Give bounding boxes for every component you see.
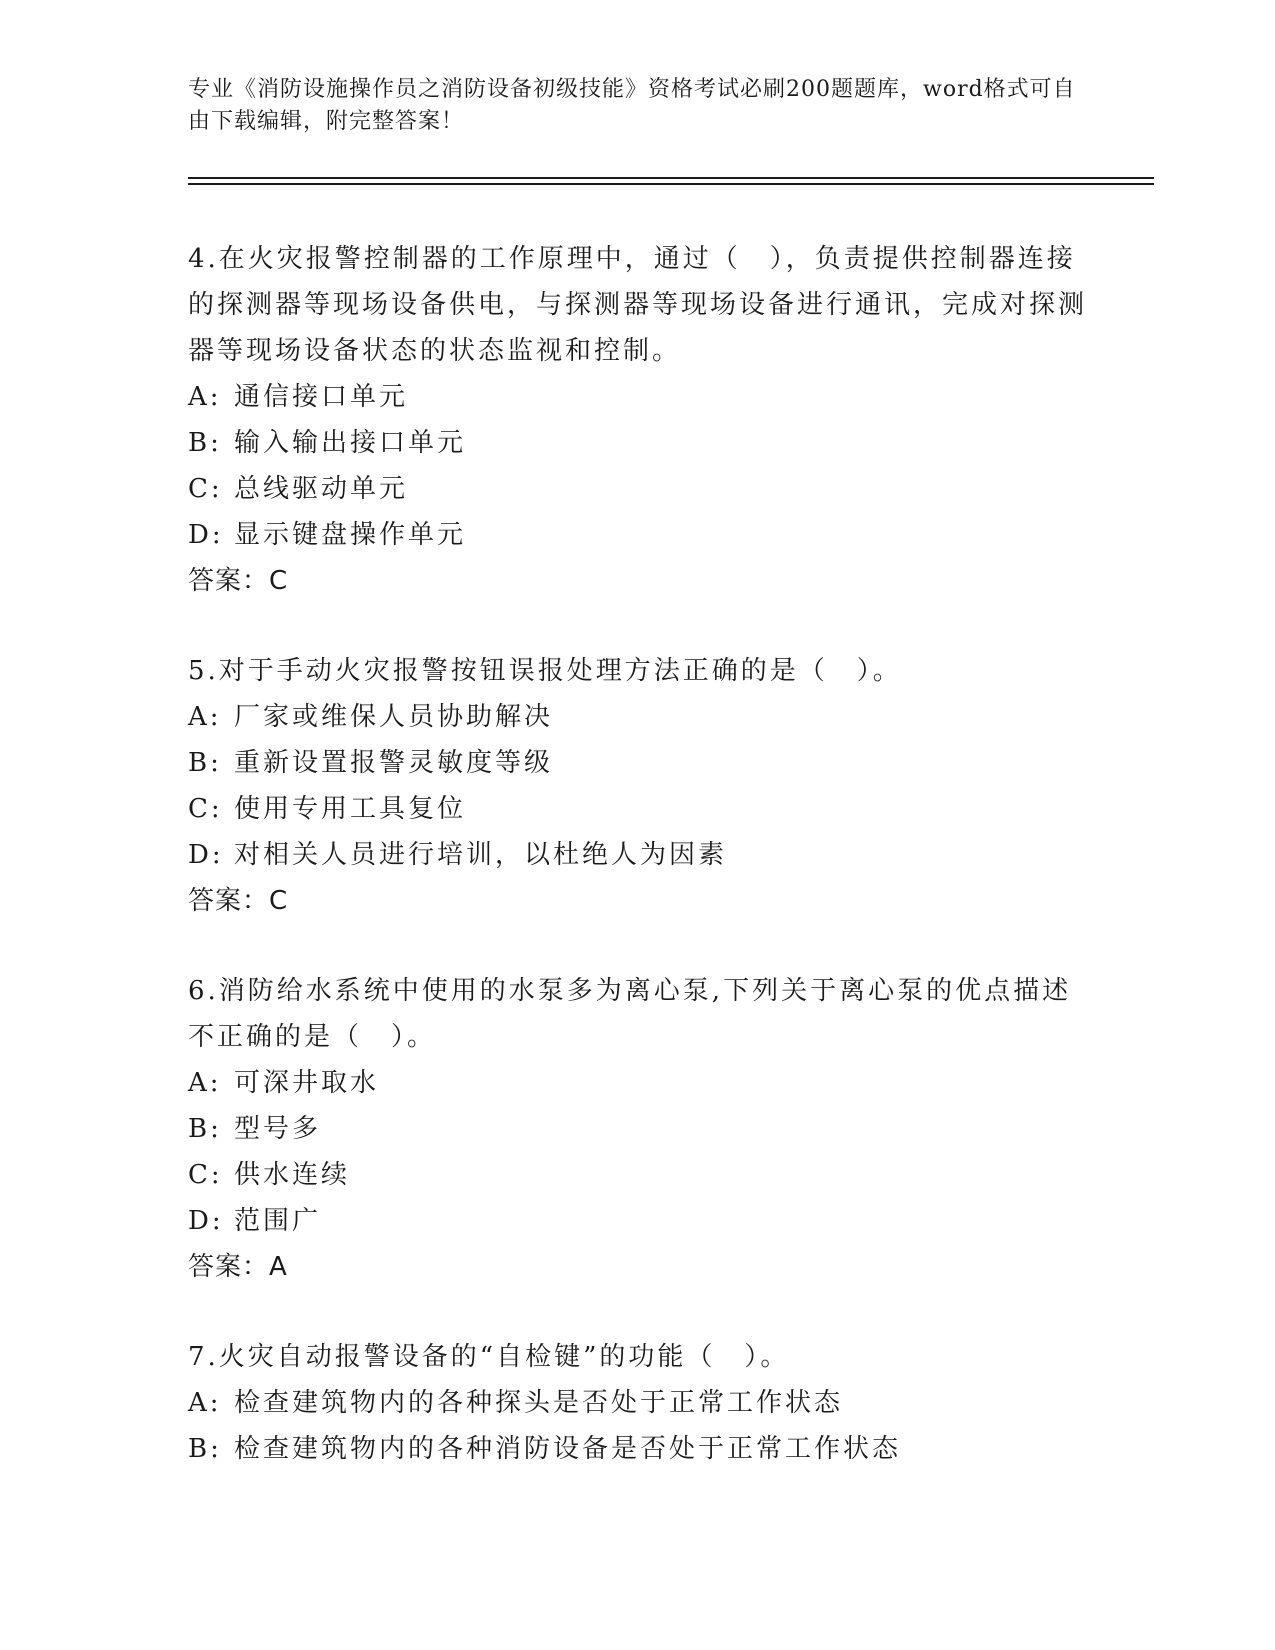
option-text: 检查建筑物内的各种探头是否处于正常工作状态: [234, 1388, 844, 1418]
header-divider-bottom: [188, 183, 1154, 185]
option-c: [188, 786, 1088, 832]
option-text: 检查建筑物内的各种消防设备是否处于正常工作状态: [234, 1434, 902, 1464]
option-d: [188, 832, 1088, 878]
option-text: 厂家或维保人员协助解决: [234, 702, 554, 732]
question-7: [188, 1334, 1088, 1472]
option-key: D:: [188, 1206, 224, 1236]
option-c: [188, 466, 1088, 512]
option-a: [188, 1380, 1088, 1426]
option-b: [188, 740, 1088, 786]
option-text: 供水连续: [234, 1160, 351, 1190]
question-stem: 7.火灾自动报警设备的“自检键”的功能（ ）。: [188, 1342, 790, 1372]
option-a: [188, 1060, 1088, 1106]
option-b: [188, 1106, 1088, 1152]
option-a: [188, 374, 1088, 420]
option-text: 通信接口单元: [234, 382, 409, 412]
option-key: C:: [188, 794, 223, 824]
option-text: 重新设置报警灵敏度等级: [234, 748, 554, 778]
answer-line: 答案：A: [188, 1252, 288, 1282]
question-4: [188, 236, 1088, 604]
option-a: [188, 694, 1088, 740]
question-6: [188, 968, 1088, 1290]
option-key: A:: [188, 1388, 222, 1418]
question-stem: 6.消防给水系统中使用的水泵多为离心泵,下列关于离心泵的优点描述不正确的是（ ）。: [188, 976, 1072, 1052]
question-5: [188, 648, 1088, 924]
option-text: 型号多: [234, 1114, 322, 1144]
option-text: 对相关人员进行培训，以杜绝人为因素: [234, 840, 728, 870]
option-key: B:: [188, 1434, 222, 1464]
question-list: [188, 236, 1088, 1516]
header-divider-top: [188, 177, 1154, 179]
option-text: 范围广: [234, 1206, 322, 1236]
option-key: B:: [188, 428, 222, 458]
option-b: [188, 1426, 1088, 1472]
option-text: 显示键盘操作单元: [234, 520, 467, 550]
option-d: [188, 512, 1088, 558]
option-key: B:: [188, 748, 222, 778]
question-stem: 4.在火灾报警控制器的工作原理中，通过（ ），负责提供控制器连接的探测器等现场设备供电，与探测器等现场设备进行通讯，完成对探测器等现场设备状态的状态监视和控制。: [188, 244, 1088, 366]
option-key: D:: [188, 520, 224, 550]
option-key: A:: [188, 382, 222, 412]
option-text: 可深井取水: [234, 1068, 380, 1098]
answer-line: 答案：C: [188, 566, 289, 596]
option-text: 输入输出接口单元: [234, 428, 467, 458]
option-key: A:: [188, 1068, 222, 1098]
answer-line: 答案：C: [188, 886, 289, 916]
option-c: [188, 1152, 1088, 1198]
question-stem: 5.对于手动火灾报警按钮误报处理方法正确的是（ ）。: [188, 656, 902, 686]
option-d: [188, 1198, 1088, 1244]
option-b: [188, 420, 1088, 466]
option-key: D:: [188, 840, 224, 870]
option-key: C:: [188, 474, 223, 504]
option-text: 使用专用工具复位: [234, 794, 467, 824]
option-text: 总线驱动单元: [234, 474, 409, 504]
option-key: A:: [188, 702, 222, 732]
document-header: 专业《消防设施操作员之消防设备初级技能》资格考试必刷200题题库，word格式可自由下载编辑，附完整答案！: [188, 77, 1076, 134]
option-key: B:: [188, 1114, 222, 1144]
option-key: C:: [188, 1160, 223, 1190]
